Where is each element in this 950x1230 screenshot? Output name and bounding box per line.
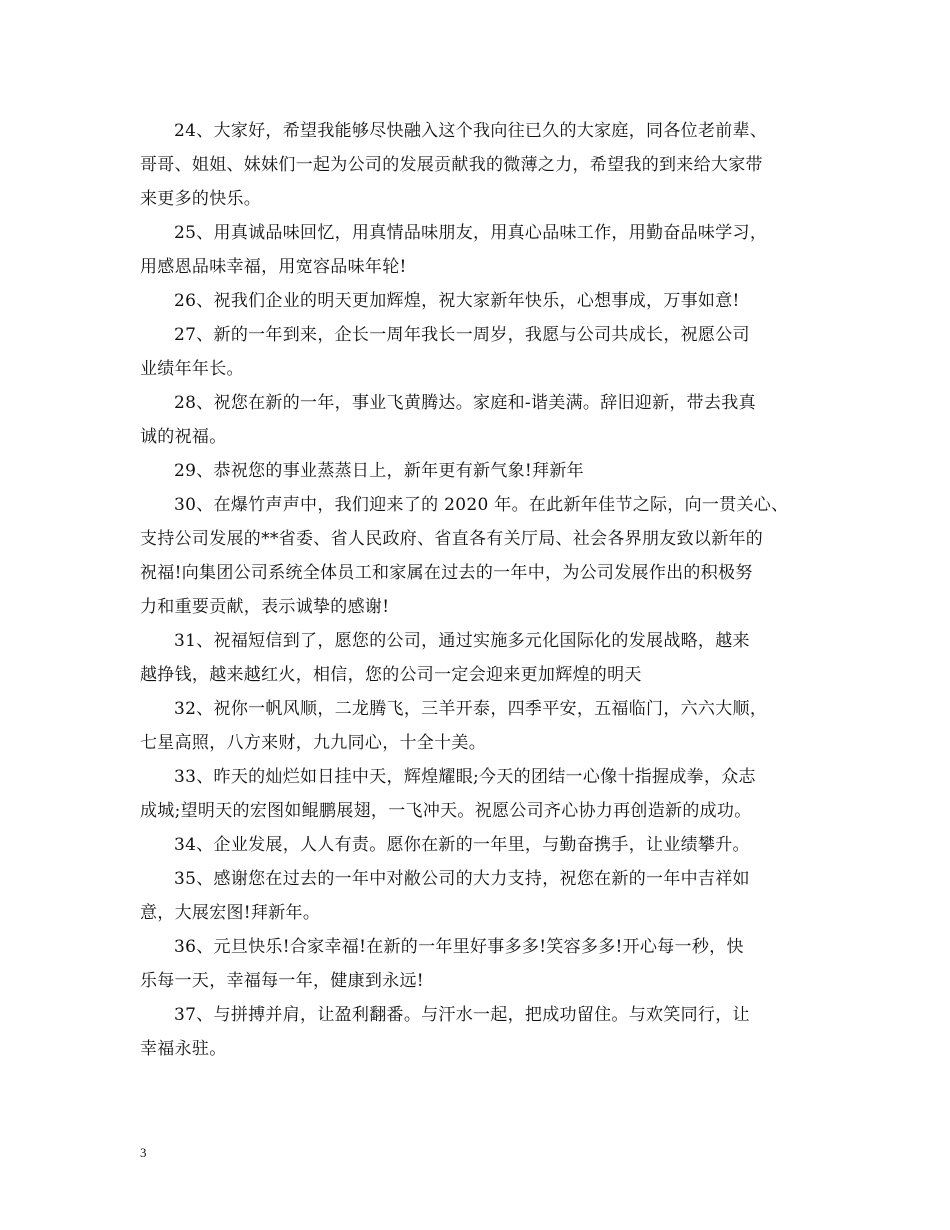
paragraph-line: 支持公司发展的**省委、省人民政府、省直各有关厅局、社会各界朋友致以新年的: [140, 529, 764, 549]
paragraph-line: 业绩年年长。: [140, 359, 244, 379]
paragraph-line: 幸福永驻。: [140, 1039, 227, 1059]
paragraph-line: 祝福!向集团公司系统全体员工和家属在过去的一年中，为公司发展作出的积极努: [140, 563, 753, 583]
paragraph-line: 32、祝你一帆风顺，二龙腾飞，三羊开泰，四季平安，五福临门，六六大顺，: [174, 699, 768, 719]
paragraph-27: [140, 318, 830, 386]
paragraph-line: 29、恭祝您的事业蒸蒸日上，新年更有新气象!拜新年: [174, 461, 584, 481]
paragraph-line: 成城;望明天的宏图如鲲鹏展翅，一飞冲天。祝愿公司齐心协力再创造新的成功。: [140, 801, 752, 821]
paragraph-24: [140, 114, 830, 216]
paragraph-line: 30、在爆竹声声中，我们迎来了的 2020 年。在此新年佳节之际，向一贯关心、: [174, 495, 789, 515]
paragraph-line: 用感恩品味幸福，用宽容品味年轮!: [140, 257, 407, 277]
paragraph-32: [140, 692, 830, 760]
paragraph-line: 36、元旦快乐!合家幸福!在新的一年里好事多多!笑容多多!开心每一秒，快: [174, 937, 744, 957]
paragraph-line: 24、大家好，希望我能够尽快融入这个我向往已久的大家庭，同各位老前辈、: [174, 121, 768, 141]
paragraph-line: 诚的祝福。: [140, 427, 227, 447]
paragraph-line: 来更多的快乐。: [140, 189, 262, 209]
paragraph-26: [140, 284, 830, 318]
paragraph-line: 25、用真诚品味回忆，用真情品味朋友，用真心品味工作，用勤奋品味学习，: [174, 223, 768, 243]
paragraph-line: 33、昨天的灿烂如日挂中天，辉煌耀眼;今天的团结一心像十指握成拳，众志: [174, 767, 756, 787]
paragraph-line: 哥哥、姐姐、妹妹们一起为公司的发展贡献我的微薄之力，希望我的到来给大家带: [140, 155, 763, 175]
page-number: 3: [140, 1145, 147, 1160]
paragraph-line: 七星高照，八方来财，九九同心，十全十美。: [140, 733, 486, 753]
paragraph-line: 26、祝我们企业的明天更加辉煌，祝大家新年快乐，心想事成，万事如意!: [174, 291, 740, 311]
paragraph-line: 37、与拼搏并肩，让盈利翻番。与汗水一起，把成功留住。与欢笑同行，让: [174, 1005, 750, 1025]
paragraph-line: 31、祝福短信到了，愿您的公司，通过实施多元化国际化的发展战略，越来: [174, 631, 750, 651]
paragraph-line: 乐每一天，幸福每一年，健康到永远!: [140, 971, 424, 991]
paragraph-line: 力和重要贡献，表示诚挚的感谢!: [140, 597, 390, 617]
paragraph-line: 35、感谢您在过去的一年中对敝公司的大力支持，祝您在新的一年中吉祥如: [174, 869, 750, 889]
paragraph-29: [140, 454, 830, 488]
paragraph-30: [140, 488, 830, 624]
paragraph-line: 27、新的一年到来，企长一周年我长一周岁，我愿与公司共成长，祝愿公司: [174, 325, 750, 345]
paragraph-line: 28、祝您在新的一年，事业飞黄腾达。家庭和-谐美满。辞旧迎新，带去我真: [174, 393, 756, 413]
paragraph-31: [140, 624, 830, 692]
paragraph-line: 意，大展宏图!拜新年。: [140, 903, 321, 923]
paragraph-33: [140, 760, 830, 828]
paragraph-25: [140, 216, 830, 284]
paragraph-36: [140, 930, 830, 998]
paragraph-34: [140, 828, 830, 862]
paragraph-28: [140, 386, 830, 454]
paragraph-35: [140, 862, 830, 930]
paragraph-line: 越挣钱，越来越红火，相信，您的公司一定会迎来更加辉煌的明天: [140, 665, 642, 685]
paragraph-37: [140, 998, 830, 1066]
document-body: [140, 114, 830, 1066]
paragraph-line: 34、企业发展，人人有责。愿你在新的一年里，与勤奋携手，让业绩攀升。: [174, 835, 750, 855]
